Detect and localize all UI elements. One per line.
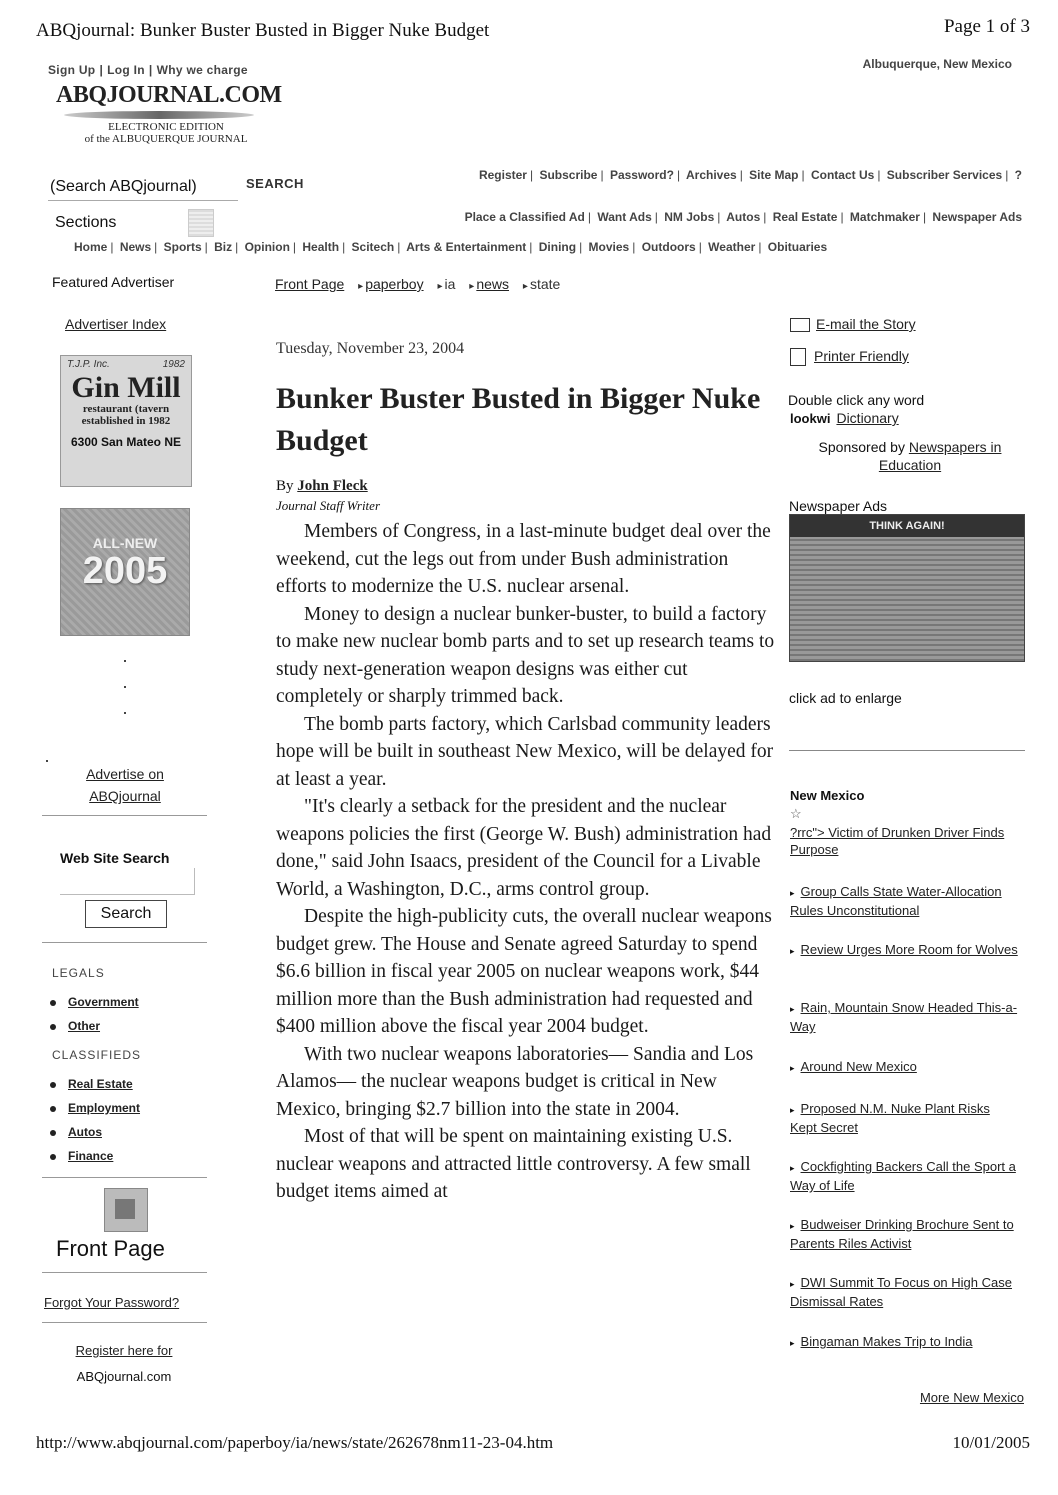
sponsor-line — [790, 438, 1030, 474]
all-new-2005-ad[interactable] — [60, 508, 190, 636]
byline-by: By — [276, 478, 294, 494]
click-ad-to-enlarge: click ad to enlarge — [789, 690, 902, 706]
chevron-right-icon: ▸ — [522, 281, 528, 292]
sections-select-label: Sections — [55, 214, 117, 231]
nm-story-label: Group Calls State Water-Allocation Rules Unconstitutional — [790, 884, 1002, 918]
author-link[interactable]: John Fleck — [297, 478, 368, 494]
ad-name: Gin Mill — [71, 371, 181, 404]
star-icon: ☆ — [790, 806, 802, 821]
article-date: Tuesday, November 23, 2004 — [276, 340, 465, 357]
nav-archives[interactable]: Archives — [685, 168, 737, 182]
logo-name: ABQJOURNAL.COM — [56, 82, 282, 108]
arrow-icon: ▸ — [790, 946, 795, 956]
arrow-icon: ▸ — [790, 1163, 795, 1173]
print-page-title: ABQjournal: Bunker Buster Busted in Bigger Nuke Budget — [36, 20, 490, 41]
article-paragraph: Most of that will be spent on maintaining existing U.S. nuclear weapons and attracted little controversy. A few small budget items aimed at — [276, 1126, 751, 1202]
nav-newspaper-ads[interactable]: Newspaper Ads — [932, 210, 1022, 224]
nav-home[interactable]: Home — [74, 240, 108, 254]
nm-story-link[interactable] — [790, 1216, 1020, 1252]
classifieds-employment-label: Employment — [68, 1101, 141, 1115]
divider — [42, 942, 207, 943]
site-logo[interactable] — [56, 82, 282, 160]
advertiser-index-link[interactable]: Advertiser Index — [65, 316, 167, 332]
article-headline: Bunker Buster Busted in Bigger Nuke Budget — [276, 382, 761, 457]
logo-line1: ELECTRONIC EDITION — [108, 121, 224, 133]
divider — [42, 815, 207, 816]
nav-outdoors[interactable]: Outdoors — [641, 240, 696, 254]
nm-story-link[interactable] — [790, 1333, 1020, 1352]
ad2-line2: 2005 — [82, 550, 168, 592]
divider — [42, 1322, 207, 1323]
legals-government-label: Government — [68, 995, 139, 1009]
classifieds-finance-label: Finance — [68, 1149, 114, 1163]
nav-scitech[interactable]: Scitech — [351, 240, 395, 254]
dictionary-link[interactable] — [790, 410, 899, 426]
gin-mill-ad[interactable] — [60, 355, 192, 487]
top-links: Sign Up | Log In | Why we charge — [48, 63, 248, 77]
breadcrumb-ia[interactable]: ia — [444, 276, 456, 292]
arrow-icon: ▸ — [790, 1338, 795, 1348]
logo-swoosh — [64, 111, 254, 119]
arrow-icon: ▸ — [790, 1221, 795, 1231]
classifieds-real-estate-link[interactable] — [50, 1077, 133, 1091]
article-paragraph: The bomb parts factory, which Carlsbad community leaders hope will be built in southeast New Mexico, will be delayed for at least a year. — [276, 713, 774, 790]
nm-story-link[interactable] — [790, 824, 1020, 858]
bullet-icon — [50, 1154, 56, 1160]
front-page-icon[interactable] — [104, 1188, 148, 1232]
chevron-right-icon: ▸ — [358, 281, 364, 292]
classifieds-autos-label: Autos — [68, 1125, 102, 1139]
advertise-link[interactable] — [50, 763, 200, 807]
search-input-underline — [48, 200, 238, 201]
register-line2: ABQjournal.com — [76, 1369, 172, 1384]
lookwi-logo: lookwi — [790, 411, 831, 426]
chevron-right-icon: ▸ — [437, 281, 443, 292]
bullet-icon — [50, 1024, 56, 1030]
divider — [42, 1272, 207, 1273]
email-story-label: E-mail the Story — [816, 316, 916, 332]
nm-story-label: Bingaman Makes Trip to India — [800, 1334, 973, 1349]
register-link[interactable] — [44, 1338, 204, 1390]
breadcrumb-news[interactable]: news — [476, 276, 510, 292]
search-button[interactable]: SEARCH — [246, 176, 304, 191]
classifieds-employment-link[interactable] — [50, 1101, 140, 1115]
main-nav: Home | News | Sports | Biz | Opinion | Health | Scitech | Arts & Entertainment | Dining | Movies | Outdoors | Weather | Obituaries — [74, 240, 828, 254]
nm-story-link[interactable] — [790, 883, 1020, 919]
search-input[interactable]: (Search ABQjournal) — [50, 178, 197, 195]
spacer-dot — [124, 686, 126, 688]
nm-story-link[interactable] — [790, 999, 1020, 1035]
spacer-dot — [124, 660, 126, 662]
classifieds-finance-link[interactable] — [50, 1149, 113, 1163]
logo-line2: of the ALBUQUERQUE JOURNAL — [84, 133, 248, 145]
bullet-icon — [50, 1082, 56, 1088]
nm-story-label: Proposed N.M. Nuke Plant Risks Kept Secret — [790, 1101, 990, 1135]
breadcrumb-front-page[interactable]: Front Page — [275, 276, 345, 292]
article-paragraph: "It's clearly a setback for the president and the nuclear weapons policies the first (George W. Bush) administration had done," said John Isaacs, president of the Council for a Livable World, a Washington, D.C., arms control group. — [276, 796, 772, 900]
nm-story-link[interactable] — [790, 1100, 1020, 1136]
featured-advertiser-label: Featured Advertiser — [52, 274, 175, 290]
arrow-icon: ▸ — [790, 1004, 795, 1014]
nav-subscribe[interactable]: Subscribe — [539, 168, 598, 182]
legals-heading: LEGALS — [52, 966, 105, 980]
advertise-line2: ABQjournal — [89, 788, 161, 804]
breadcrumb-paperboy[interactable]: paperboy — [365, 276, 424, 292]
print-footer-date: 10/01/2005 — [952, 1433, 1030, 1452]
article-paragraph: Despite the high-publicity cuts, the overall nuclear weapons budget grew. The House and Senate agreed Saturday to spend $6.6 billion in fiscal year 2005 on nuclear weapons work, $44 million more than the Bush administration had requested and $400 million above the fiscal year 2004 budget. — [276, 906, 772, 1037]
legals-government-link[interactable] — [50, 995, 139, 1009]
arrow-icon: ▸ — [790, 1063, 795, 1073]
sponsor-link[interactable]: Newspapers in — [908, 439, 1002, 455]
breadcrumb-state[interactable]: state — [529, 276, 561, 292]
author-role: Journal Staff Writer — [276, 498, 380, 513]
printer-icon — [790, 348, 806, 366]
web-site-search-label: Web Site Search — [60, 850, 170, 866]
nav-password[interactable]: Password? — [609, 168, 674, 182]
nm-story-link[interactable] — [790, 1274, 1020, 1310]
classifieds-autos-link[interactable] — [50, 1125, 102, 1139]
newspaper-ad-banner: THINK AGAIN! — [790, 515, 1024, 537]
nav-want-ads[interactable]: Want Ads — [597, 210, 652, 224]
printer-friendly-label: Printer Friendly — [814, 348, 909, 364]
chevron-right-icon: ▸ — [469, 281, 475, 292]
nav-dining[interactable]: Dining — [538, 240, 577, 254]
web-site-search-button[interactable]: Search — [85, 900, 167, 928]
nav-help[interactable]: ? — [1014, 168, 1022, 182]
breadcrumb — [275, 276, 560, 292]
article-paragraph: Money to design a nuclear bunker-buster, to build a factory to make new nuclear bomb parts and to set up research teams to study next-generation weapon designs was either cut completely or sharply trimmed back. — [276, 603, 775, 707]
article-body — [276, 518, 776, 1206]
arrow-icon: ▸ — [790, 1279, 795, 1289]
sponsor-link-2[interactable]: Education — [878, 457, 942, 473]
nav-matchmaker[interactable]: Matchmaker — [849, 210, 920, 224]
legals-other-label: Other — [68, 1019, 101, 1033]
why-we-charge-link[interactable]: Why we charge — [156, 63, 248, 77]
nm-story-label: DWI Summit To Focus on High Case Dismissal Rates — [790, 1275, 1012, 1309]
printer-friendly-link[interactable] — [790, 348, 909, 366]
nav-place-classified[interactable]: Place a Classified Ad — [464, 210, 585, 224]
nm-story-link[interactable] — [790, 1158, 1020, 1194]
nav-subscriber-services[interactable]: Subscriber Services — [886, 168, 1003, 182]
arrow-icon: ▸ — [790, 1105, 795, 1115]
ad2-line1: ALL-NEW — [92, 535, 158, 551]
nav-movies[interactable]: Movies — [588, 240, 630, 254]
bullet-icon — [50, 1130, 56, 1136]
classifieds-nav: Place a Classified Ad | Want Ads | NM Jobs | Autos | Real Estate | Matchmaker | Newspaper Ads — [464, 210, 1022, 224]
web-site-search-input[interactable] — [60, 868, 195, 895]
legals-other-link[interactable] — [50, 1019, 100, 1033]
print-footer-url: http://www.abqjournal.com/paperboy/ia/news/state/262678nm11-23-04.htm — [36, 1433, 554, 1452]
front-page-link[interactable]: Front Page — [56, 1236, 165, 1261]
nav-site-map[interactable]: Site Map — [749, 168, 799, 182]
nm-story-label: Review Urges More Room for Wolves — [800, 942, 1018, 957]
account-nav: Register | Subscribe | Password? | Archives | Site Map | Contact Us | Subscriber Services | ? — [478, 168, 1022, 182]
double-click-hint: Double click any word — [788, 392, 925, 408]
envelope-icon — [790, 318, 810, 332]
nm-story-label: Budweiser Drinking Brochure Sent to Parents Riles Activist — [790, 1217, 1014, 1251]
nav-real-estate[interactable]: Real Estate — [772, 210, 838, 224]
nav-arts[interactable]: Arts & Entertainment — [406, 240, 527, 254]
arrow-icon: ▸ — [790, 888, 795, 898]
nav-obituaries[interactable]: Obituaries — [767, 240, 828, 254]
article-paragraph: With two nuclear weapons laboratories— Sandia and Los Alamos— the nuclear weapons budget is critical in New Mexico, bringing $2.7 billion into the state in 2004. — [276, 1043, 754, 1120]
log-in-link[interactable]: Log In — [107, 63, 145, 77]
classifieds-real-estate-label: Real Estate — [68, 1077, 133, 1091]
ad-line2: established in 1982 — [81, 415, 171, 427]
forgot-password-link[interactable]: Forgot Your Password? — [44, 1295, 180, 1310]
spacer-dot — [46, 760, 48, 762]
divider — [42, 1177, 207, 1178]
newspaper-ad-image[interactable] — [789, 514, 1025, 662]
spacer-dot — [124, 712, 126, 714]
advertise-line1: Advertise on — [86, 766, 164, 782]
newspaper-ads-label: Newspaper Ads — [789, 498, 888, 514]
nav-sports[interactable]: Sports — [163, 240, 202, 254]
new-mexico-heading: New Mexico — [790, 788, 865, 803]
nav-weather[interactable]: Weather — [708, 240, 756, 254]
dictionary-label: Dictionary — [836, 410, 899, 426]
sponsored-by: Sponsored by — [818, 439, 905, 455]
nav-nm-jobs[interactable]: NM Jobs — [664, 210, 715, 224]
nav-autos[interactable]: Autos — [726, 210, 761, 224]
ad-est: T.J.P. Inc. — [67, 359, 110, 370]
article-byline — [276, 478, 368, 495]
classifieds-heading: CLASSIFIEDS — [52, 1048, 142, 1062]
email-story-link[interactable] — [790, 316, 916, 332]
location-label: Albuquerque, New Mexico — [862, 57, 1012, 71]
nav-health[interactable]: Health — [302, 240, 340, 254]
nav-biz[interactable]: Biz — [214, 240, 233, 254]
nav-register[interactable]: Register — [478, 168, 527, 182]
sign-up-link[interactable]: Sign Up — [48, 63, 96, 77]
nav-opinion[interactable]: Opinion — [244, 240, 290, 254]
nav-news[interactable]: News — [119, 240, 152, 254]
ad-year: 1982 — [162, 359, 185, 370]
nm-story-label: Around New Mexico — [800, 1059, 917, 1074]
print-page-number: Page 1 of 3 — [943, 16, 1030, 37]
bullet-icon — [50, 1106, 56, 1112]
sections-select[interactable] — [188, 209, 214, 237]
nav-contact-us[interactable]: Contact Us — [810, 168, 875, 182]
ad-address: 6300 San Mateo NE — [70, 435, 182, 449]
nm-story-link[interactable] — [790, 941, 1020, 960]
ad-line1: restaurant (tavern — [82, 403, 170, 415]
nm-story-label: Rain, Mountain Snow Headed This-a-Way — [790, 1000, 1018, 1034]
more-new-mexico-link[interactable]: More New Mexico — [919, 1390, 1024, 1405]
divider — [789, 750, 1025, 751]
register-line1: Register here for — [75, 1343, 173, 1358]
bullet-icon — [50, 1000, 56, 1006]
nm-story-link[interactable] — [790, 1058, 1020, 1077]
nm-story-label: ?rrc"> Victim of Drunken Driver Finds Purpose — [790, 825, 1005, 857]
nm-story-label: Cockfighting Backers Call the Sport a Way of Life — [790, 1159, 1016, 1193]
article-paragraph: Members of Congress, in a last-minute budget deal over the weekend, cut the legs out from under Bush administration efforts to modernize the U.S. nuclear arsenal. — [276, 521, 771, 597]
